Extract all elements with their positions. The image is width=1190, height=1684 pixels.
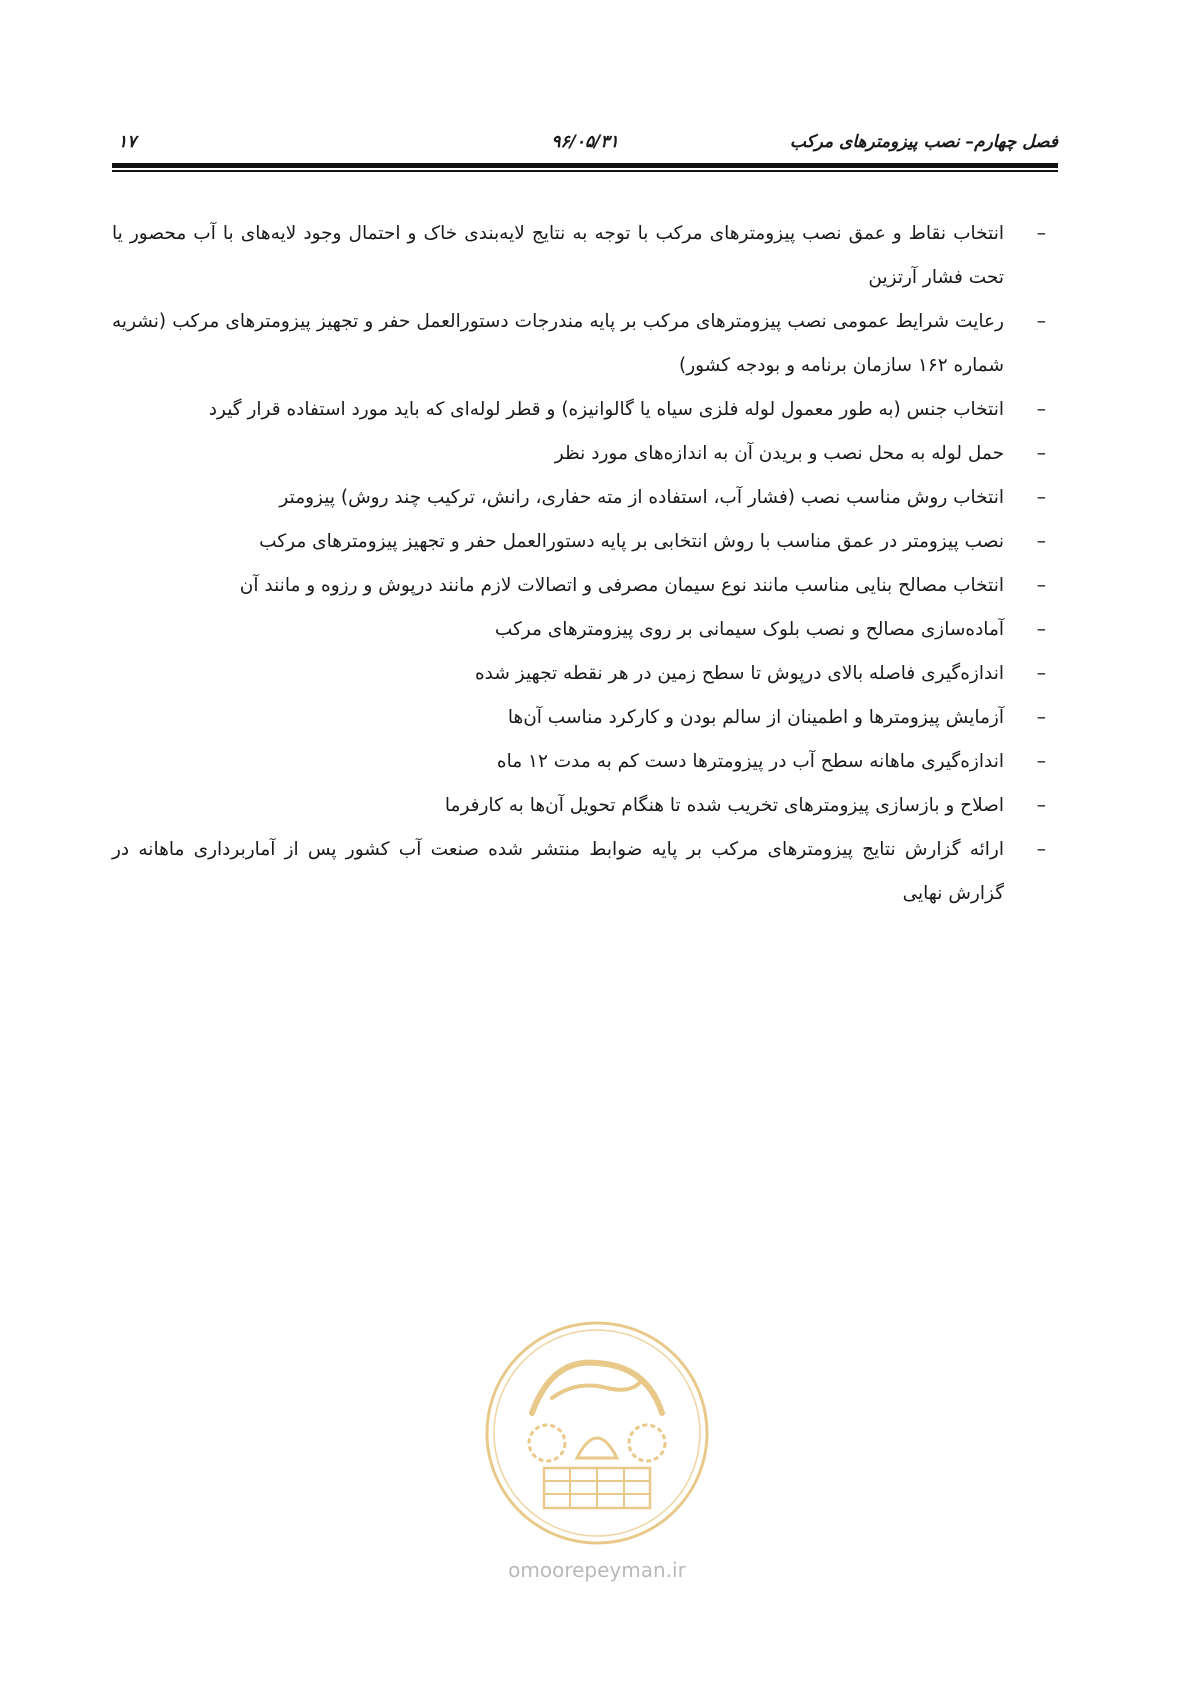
bullet-list — [112, 212, 1058, 916]
list-item — [112, 476, 1058, 520]
page-header — [112, 128, 1058, 158]
list-item — [112, 432, 1058, 476]
list-item — [112, 696, 1058, 740]
list-item — [112, 564, 1058, 608]
list-item-text: آزمایش پیزومترها و اطمینان از سالم بودن و کارکرد مناسب آن‌ها — [507, 707, 1004, 728]
bullet-dash: – — [1036, 311, 1046, 332]
list-item-text: اندازه‌گیری ماهانه سطح آب در پیزومترها دست کم به مدت ۱۲ ماه — [496, 751, 1004, 772]
list-item — [112, 520, 1058, 564]
bullet-dash: – — [1036, 443, 1046, 464]
watermark-url: omoorepeyman.ir — [508, 1558, 686, 1582]
list-item-text: انتخاب جنس (به طور معمول لوله فلزی سیاه یا گالوانیزه) و قطر لوله‌ای که باید مورد استفاده قرار گیرد — [208, 399, 1004, 420]
list-item-text: انتخاب نقاط و عمق نصب پیزومترهای مرکب با توجه به نتایج لایه‌بندی خاک و احتمال وجود لایه‌های با آب محصور یا تحت فشار آرتزین — [112, 223, 1004, 288]
main-content — [112, 212, 1058, 916]
list-item — [112, 784, 1058, 828]
bullet-dash: – — [1036, 575, 1046, 596]
list-item-text: ارائه گزارش نتایج پیزومترهای مرکب بر پایه ضوابط منتشر شده صنعت آب کشور پس از آماربرداری ماهانه در گزارش نهایی — [112, 839, 1004, 904]
list-item — [112, 300, 1058, 388]
list-item-text: اصلاح و بازسازی پیزومترهای تخریب شده تا هنگام تحویل آن‌ها به کارفرما — [444, 795, 1004, 816]
list-item — [112, 608, 1058, 652]
list-item-text: آماده‌سازی مصالح و نصب بلوک سیمانی بر روی پیزومترهای مرکب — [494, 619, 1004, 640]
bullet-dash: – — [1036, 399, 1046, 420]
bullet-dash: – — [1036, 795, 1046, 816]
list-item-text: رعایت شرایط عمومی نصب پیزومترهای مرکب بر پایه مندرجات دستورالعمل حفر و تجهیز پیزومترهای مرکب (نشریه شماره ۱۶۲ سازمان برنامه و بودجه کشور) — [112, 311, 1004, 376]
bullet-dash: – — [1036, 663, 1046, 684]
list-item-text: حمل لوله به محل نصب و بریدن آن به اندازه‌های مورد نظر — [554, 443, 1004, 464]
list-item — [112, 828, 1058, 916]
list-item — [112, 740, 1058, 784]
header-rule-thin — [112, 170, 1058, 172]
document-date: ۹۶/۰۵/۳۱ — [551, 132, 619, 152]
list-item — [112, 212, 1058, 300]
bullet-dash: – — [1036, 531, 1046, 552]
bullet-dash: – — [1036, 223, 1046, 244]
header-rule-thick — [112, 163, 1058, 168]
bullet-dash: – — [1036, 487, 1046, 508]
chapter-title: فصل چهارم– نصب پیزومترهای مرکب — [789, 132, 1058, 152]
bullet-dash: – — [1036, 707, 1046, 728]
list-item-text: اندازه‌گیری فاصله بالای درپوش تا سطح زمین در هر نقطه تجهیز شده — [474, 663, 1004, 684]
list-item — [112, 388, 1058, 432]
list-item-text: نصب پیزومتر در عمق مناسب با روش انتخابی بر پایه دستورالعمل حفر و تجهیز پیزومترهای مرکب — [259, 531, 1004, 552]
page-number: ۱۷ — [118, 132, 137, 152]
bullet-dash: – — [1036, 619, 1046, 640]
bullet-dash: – — [1036, 839, 1046, 860]
watermark-seal-icon — [482, 1318, 712, 1548]
bullet-dash: – — [1036, 751, 1046, 772]
list-item-text: انتخاب روش مناسب نصب (فشار آب، استفاده از مته حفاری، رانش، ترکیب چند روش) پیزومتر — [279, 487, 1004, 508]
list-item-text: انتخاب مصالح بنایی مناسب مانند نوع سیمان مصرفی و اتصالات لازم مانند درپوش و رزوه و مانند آن — [239, 575, 1004, 596]
list-item — [112, 652, 1058, 696]
